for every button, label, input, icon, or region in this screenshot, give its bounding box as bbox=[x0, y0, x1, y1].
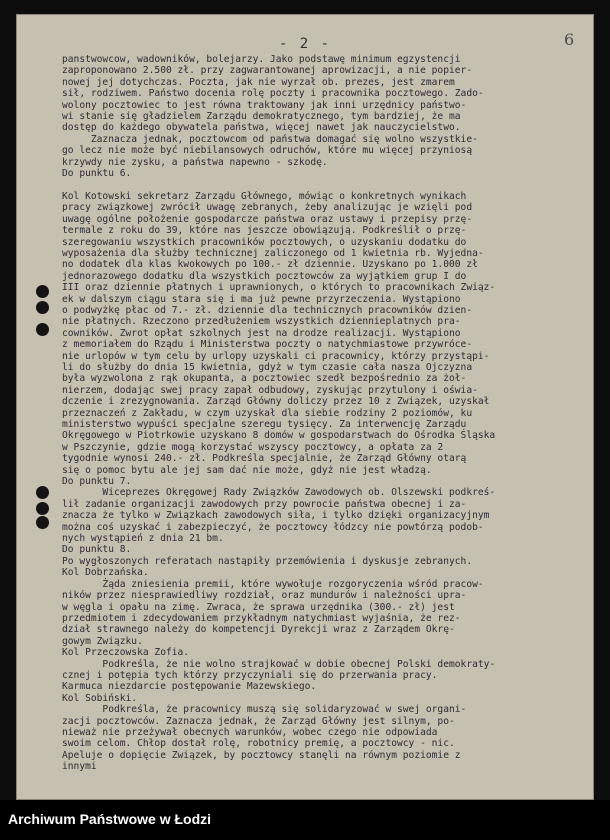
text-line: Do punktu 8. bbox=[62, 544, 132, 556]
text-line: Po wygłoszonych referatach nastąpiły przemówienia i dyskusje zebranych. bbox=[62, 555, 473, 567]
text-line: nowej jej dotychczas. Poczta, jak nie wyrzał ob. prezes, jest zmarem bbox=[62, 76, 455, 88]
text-line: termale z roku do 39, które nas jeszcze obowiązują. Podkreślił o przę- bbox=[62, 225, 467, 237]
text-line: Kol Dobrzańska. bbox=[62, 567, 149, 579]
text-line: w węgla i opału na zimę. Zwraca, że sprawa urzędnika (300.- zł) jest bbox=[62, 601, 455, 613]
text-line: uwagę ogólne położenie gospodarcze państwa oraz ustawy i przepisy przę- bbox=[62, 213, 473, 225]
text-line: wyposażenia dla służby technicznej zaliczonego od 1 kwietnia rb. Wyjedna- bbox=[62, 247, 484, 259]
text-line: Podkreśla, że nie wolno strajkować w dobie obecnej Polski demokraty- bbox=[62, 658, 496, 670]
text-line: znacza że tylko w Związkach zawodowych siła, i tylko dzięki organizacyjnym bbox=[62, 510, 490, 522]
text-line: nie urlopów w tym celu by urlopy uzyskali ci pracownicy, którzy przystąpi- bbox=[62, 350, 490, 362]
text-line: li do służby do dnia 15 kwietnia, gdyż w tym czasie cała nasza Ojczyzna bbox=[62, 361, 473, 373]
text-line: krzywdy nie zysku, a państwa napewno - szkodę. bbox=[62, 156, 328, 168]
page-number: - 2 - bbox=[278, 36, 332, 52]
text-line: wolony pocztowiec to jest równa traktowany jak inni urzędnicy państwo- bbox=[62, 99, 467, 111]
text-line: przeznaczeń z Zakładu, w czym uzyskał dla siebie rodziny 2 poziomów, ku bbox=[62, 407, 473, 419]
text-line: Okręgowego w Piotrkowie uzyskano 8 domów w gospodarstwach do Ośrodka Śląska bbox=[62, 430, 496, 442]
text-line: gowym Związku. bbox=[62, 635, 143, 647]
text-line: lił zadanie organizacji zawodowych przy powrocie państwa obecnej i za- bbox=[62, 498, 467, 510]
text-line: Do punktu 6. bbox=[62, 168, 132, 180]
text-line: dostęp do każdego obywatela państwa, więcej nawet jak nauczycielstwo. bbox=[62, 122, 461, 134]
text-line: Kol Przeczowska Zofia. bbox=[62, 647, 190, 659]
punch-hole bbox=[36, 502, 49, 515]
text-line: nierzem, dodając swej pracy zapał odbudowy, zyskując przytulony i oświa- bbox=[62, 384, 478, 396]
text-line: III oraz dziennie płatnych i uprawnionych, o których to pracownikach Związ- bbox=[62, 282, 496, 294]
text-line: Kol Sobiński. bbox=[62, 692, 138, 704]
text-line: ministerstwo wypuści specjalne szeregu tysięcy. Za interwencję Zarządu bbox=[62, 419, 467, 430]
punch-hole bbox=[36, 323, 49, 336]
punch-hole bbox=[36, 301, 49, 314]
text-line: dział strawnego należy do kompetencji Dyrekcji wraz z Zarządem Okrę- bbox=[62, 624, 455, 636]
text-line: Wiceprezes Okręgowej Rady Związków Zawodowych ob. Olszewski podkreś- bbox=[62, 487, 496, 499]
archive-label: Archiwum Państwowe w Łodzi bbox=[8, 811, 212, 827]
text-line: cowników. Zwrot opłat szkolnych jest na drodze realizacji. Wystąpiono bbox=[62, 327, 461, 339]
text-line: Apeluje o dopięcie Związek, by pocztowcy stanęli na równym poziomie z bbox=[62, 749, 461, 761]
text-line: można coś uzyskać i zabezpieczyć, że pocztowcy łódzcy nie powtórzą podob- bbox=[62, 521, 484, 533]
text-line: Do punktu 7. bbox=[62, 476, 132, 488]
text-line: pracy związkowej zwrócił uwagę zebranych, żeby analizując je wzięli pod bbox=[62, 202, 473, 214]
text-line: Żąda zniesienia premii, które wywołuje rozgoryczenia wśród pracow- bbox=[62, 578, 484, 590]
document-page bbox=[16, 14, 594, 800]
text-line: ek w dalszym ciągu stara się i ma już pewne przyrzeczenia. Wystąpiono bbox=[62, 293, 461, 305]
text-line: zacji pocztowców. Zaznacza jednak, że Zarząd Główny jest silnym, po- bbox=[62, 715, 455, 727]
text-line: zaproponowano 2.500 zł. przy zagwarantowanej aprowizacji, a nie popier- bbox=[62, 65, 473, 77]
text-line: o podwyżkę płac od 7.- zł. dziennie dla technicznych pracowników dzien- bbox=[62, 304, 473, 316]
text-line: nych wystąpień z dnia 21 bm. bbox=[62, 533, 224, 545]
typed-text-body bbox=[62, 54, 584, 773]
text-line: szeregowaniu wszystkich pracowników pocztowych, o uzyskaniu dodatku do bbox=[62, 236, 467, 248]
punch-hole bbox=[36, 285, 49, 298]
archive-footer bbox=[0, 800, 610, 840]
text-line: sił, rodziwem. Państwo docenia rolę poczty i pracownika pocztowego. Zado- bbox=[62, 88, 484, 100]
text-line: z memoriałem do Rządu i Ministerstwa poczty o natychmiastowe przywróce- bbox=[62, 339, 473, 351]
text-line: Zaznacza jednak, pocztowcom od państwa domagać się wolno wszystkie- bbox=[62, 133, 478, 145]
text-line bbox=[62, 179, 584, 190]
text-line: panstwowcow, wadowników, bolejarzy. Jako podstawę minimum egzystencji bbox=[62, 54, 461, 65]
text-line: go lecz nie może być niebilansowych odruchów, które mu więcej przyniosą bbox=[62, 145, 473, 157]
text-line: no dodatek dla klas kwokowych po 100.- zł dziennie. Uzyskano po 1.000 zł bbox=[62, 259, 478, 271]
text-line: nieważ nie przeżywał obecnych warunków, wobec czego nie odpowiada bbox=[62, 726, 438, 738]
text-line: innymi bbox=[62, 761, 97, 773]
text-line: nie płatnych. Rzeczono przedłużeniem wszystkich dziennieplatnych pra- bbox=[62, 316, 461, 328]
text-line: ników przez niesprawiedliwy rozdział, oraz mundurów i należności upra- bbox=[62, 590, 467, 602]
text-line: Kol Kotowski sekretarz Zarządu Głównego, mówiąc o konkretnych wynikach bbox=[62, 190, 467, 202]
punch-hole bbox=[36, 486, 49, 499]
text-line: tygodnie wynosi 240.- zł. Podkreśla specjalnie, że Zarząd Główny otarą bbox=[62, 453, 467, 465]
pencil-page-mark: 6 bbox=[564, 30, 575, 49]
text-line: cznej i potępia tych którzy przyczyniali się do przerwania pracy. bbox=[62, 669, 438, 681]
text-line: w Pszczynie, gdzie mogą korzystać wszyscy pocztowcy, a opłata za 2 bbox=[62, 441, 444, 453]
text-line: wi stanie się gładzielem Zarządu demokratycznego, tym bardziej, że ma bbox=[62, 111, 461, 123]
text-line: się o pomoc bytu ale jej sam dać nie może, gdyż nie jest władzą. bbox=[62, 464, 432, 476]
punch-hole bbox=[36, 516, 49, 529]
text-line: Karmuca niezdarcie postępowanie Mazewskiego. bbox=[62, 681, 317, 693]
text-line: dczenie i zrezygnowania. Zarząd Główny doliczy przez 10 z Związek, uzyskał bbox=[62, 396, 490, 408]
text-line: była wyzwolona z rąk okupanta, a pocztowiec szedł bezpośrednio za żoł- bbox=[62, 373, 467, 385]
text-line: swoim celom. Chłop dostał rolę, robotnicy premię, a pocztowcy - nic. bbox=[62, 738, 455, 750]
text-line: Podkreśla, że pracownicy muszą się solidaryzować w swej organi- bbox=[62, 704, 467, 716]
text-line: przedmiotem i zdecydowaniem przykładnym natychmiast wyjaśnia, że rez- bbox=[62, 612, 461, 624]
text-line: jednorazowego dodatku dla wszystkich pocztowców za wyjątkiem grup I do bbox=[62, 270, 467, 282]
